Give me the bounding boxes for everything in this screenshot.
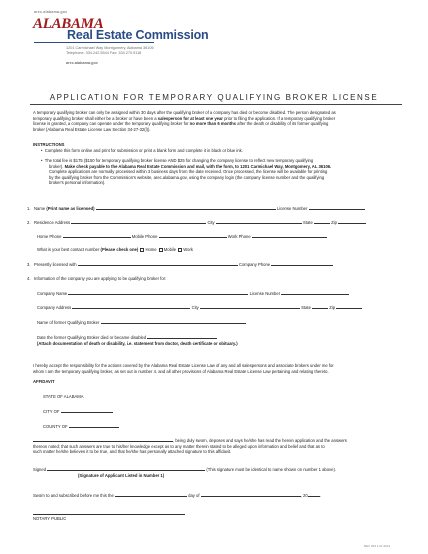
intro-line: license is granted, a company can operate under the temporary qualifying broker for no more than 6 months after the death or disability of its former qualifying [33,121,329,127]
company-license-input[interactable] [281,291,349,295]
intro-paragraph [33,110,399,132]
affidavit-county-row: COUNTY OF [43,424,119,430]
company-name-input[interactable] [68,291,248,295]
signed-row: Signed (This signature must be identical to name shown on number 1 above). [33,467,337,472]
logo-org-text: Real Estate Commission [67,28,209,42]
contact-block [66,46,154,56]
intro-line: broker (Alabama Real Estate License Law Section 34-27-32(l)). [33,126,151,132]
title-divider [30,104,402,105]
attach-note: (Attach documentation of death or disability, i.e. statement from doctor, death certificate or obituary.) [37,340,238,346]
website-link[interactable]: arec.alabama.gov [66,61,98,65]
bullet-1: • Complete this form online and print for submission or print a blank form and complete it in black or blue ink. [41,148,243,153]
work-phone-input[interactable] [252,234,327,238]
logo-top-text: arec.alabama.gov [34,10,68,14]
name-input[interactable] [96,206,276,210]
bullet-2: • The total fee is $175 ($150 for temporary qualifying broker license AND $25 for changing the company license to reflect new temporary qualifying broker). Make check payable to the Alabama Real Estate Commission and mail, with the form, to 1201 Carmichael Way, Montgomery, AL 36106. Complete applications are normally processed within 3 business days from the date received. Once processed, the license will be available for printing by the qualifying broker from the Commission's website, arec.alabama.gov, using the company login (the company license number and the qualifying broker's personal information). [41,158,332,186]
mobile-checkbox[interactable] [159,248,163,252]
residence-state-input[interactable] [314,220,330,224]
page-title: APPLICATION FOR TEMPORARY QUALIFYING BROKER LICENSE [49,93,379,102]
month-input[interactable] [201,493,301,497]
signature-caption: (Signature of Applicant Listed in Number 1) [78,473,165,478]
license-number-input[interactable] [309,206,365,210]
company-state-input[interactable] [312,305,328,309]
sworn-paragraph: , being duly sworn, deposes and says he/she has read the herein application and the answers thereon noted; that such answers are true to his/her knowledge except as to any matter therein stated to be alleged upon information and belief and that as to such matter he/she believes it to be true, and that he/she has personally attached signature to this affidavit. [33,438,347,455]
notary-label: NOTARY PUBLIC [33,516,67,521]
phone-line: Telephone: 334.242.5544 Fax: 334.270.9118 [66,51,142,55]
company-name-row: Company Name License Number [37,291,349,297]
affidavit-heading: AFFIDAVIT [33,379,55,384]
acceptance-paragraph: I hereby accept the responsibility for the actions covered by the Alabama Real Estate License Law of any and all salespersons and associate brokers under me for whom I am the temporary qualifying broker, as set out in number 4. and all other provisions of Alabama Real Estate License Law pertaining and relating thereto. [33,363,334,374]
affidavit-city-row: CITY OF [43,409,113,415]
date-died-row: Date the former Qualifying Broker died or became disabled (Attach documentation of death or disability, i.e. statement from doctor, death certificate or obituary.) [37,335,238,346]
field-presently-licensed-row: 3. Presently licensed with Company Phone [27,262,333,268]
logo-state-text: ALABAMA [33,16,104,32]
date-died-input[interactable] [147,335,217,339]
presently-licensed-input[interactable] [78,262,238,266]
applicant-signature-input[interactable] [47,467,205,471]
intro-line: temporary qualifying broker shall either be a broker or have been a salesperson for at least one year prior to filing the application. If a temporary qualifying broker [33,115,336,121]
home-phone-input[interactable] [63,234,131,238]
company-address-row: Company Address City State Zip [37,305,362,311]
residence-address-input[interactable] [71,220,206,224]
logo-divider [34,42,154,43]
field-company-info-heading: 4. Information of the company you are applying to be qualifying broker for: [27,276,167,281]
affidavit-city-input[interactable] [61,409,113,413]
deponent-name-input[interactable] [33,438,173,442]
best-contact-row: What is your best contact number (Please check one) Home Mobile Work [37,247,193,252]
affidavit-county-input[interactable] [69,424,119,428]
affidavit-state: STATE OF ALABAMA [43,394,84,399]
year-input[interactable] [308,493,320,497]
residence-city-input[interactable] [216,220,302,224]
field-residence-row: 2. Residence Address City State Zip [27,220,366,226]
phones-row: Home Phone Mobile Phone Work Phone [37,234,327,240]
sworn-before-row: Sworn to and subscribed before me this the day of , 20 . [33,493,321,498]
mobile-phone-input[interactable] [159,234,227,238]
address-line: 1201 Carmichael Way Montgomery, Alabama 36106 [66,46,154,50]
bullet-icon: • [41,148,45,153]
field-name-row: 1. Name (Print name as licensed) License Number [27,206,365,212]
bullet-icon: • [41,158,45,163]
former-broker-input[interactable] [101,320,246,324]
home-checkbox[interactable] [140,248,144,252]
company-zip-input[interactable] [336,305,362,309]
work-checkbox[interactable] [178,248,182,252]
company-address-input[interactable] [72,305,190,309]
instructions-heading: INSTRUCTIONS [33,142,65,147]
residence-zip-input[interactable] [338,220,366,224]
form-revision-code: REV 003 1.01.2013 [364,544,391,548]
former-broker-row: Name of former Qualifying Broker [37,320,246,326]
company-phone-input[interactable] [271,262,333,266]
day-input[interactable] [115,493,187,497]
company-city-input[interactable] [200,305,300,309]
intro-line: A temporary qualifying broker can only be assigned within 30 days after the qualifying broker of a company has died or become disabled. The person designated as [33,110,336,115]
notary-signature-line[interactable] [33,514,185,515]
